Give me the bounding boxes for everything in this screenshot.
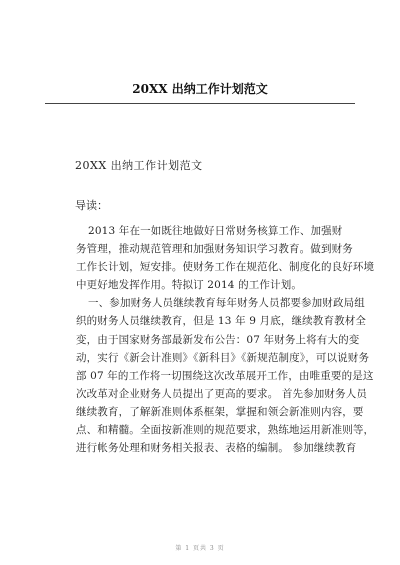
body-line: 工作长计划，短安排。使财务工作在规范化、制度化的良好环境 bbox=[76, 261, 375, 274]
body-line: 变，由于国家财务部最新发布公告：07 年财务上将有大的变 bbox=[76, 333, 360, 346]
body-line: 织的财务人员继续教育，但是 13 年 9 月底，继续教育教材全 bbox=[76, 315, 367, 328]
intro-label: 导读： bbox=[75, 199, 108, 212]
body-line: 部 07 年的工作将一切围绕这次改革展开工作，由唯重要的是这 bbox=[76, 369, 374, 382]
body-text bbox=[64, 222, 375, 457]
body-line: 2013 年在一如既往地做好日常财务核算工作、加强财 bbox=[88, 225, 343, 237]
header-title: 20XX 出纳工作计划范文 bbox=[132, 82, 268, 96]
body-line: 务管理，推动规范管理和加强财务知识学习教育。做到财务 bbox=[76, 243, 353, 256]
document-title: 20XX 出纳工作计划范文 bbox=[75, 159, 203, 172]
body-line: 次改革对企业财务人员提出了更高的要求。 首先参加财务人员 bbox=[76, 387, 368, 400]
body-line: 动，实行《新会计准则》《新科目》《新规范制度》，可以说财务 bbox=[76, 351, 370, 364]
body-line: 继续教育，了解新准则体系框架，掌握和领会新准则内容，要 bbox=[76, 405, 364, 418]
body-line: 一、参加财务人员继续教育每年财务人员都要参加财政局组 bbox=[88, 297, 365, 310]
body-line: 点、和精髓。全面按新准则的规范要求，熟练地运用新准则等， bbox=[76, 424, 375, 437]
page-number: 第 1 页共 3 页 bbox=[175, 545, 225, 552]
header-divider bbox=[45, 103, 355, 104]
body-line: 进行帐务处理和财务相关报表、表格的编制。 参加继续教育 bbox=[76, 442, 357, 455]
body-line: 中更好地发挥作用。特拟订 2014 的工作计划。 bbox=[76, 279, 302, 292]
